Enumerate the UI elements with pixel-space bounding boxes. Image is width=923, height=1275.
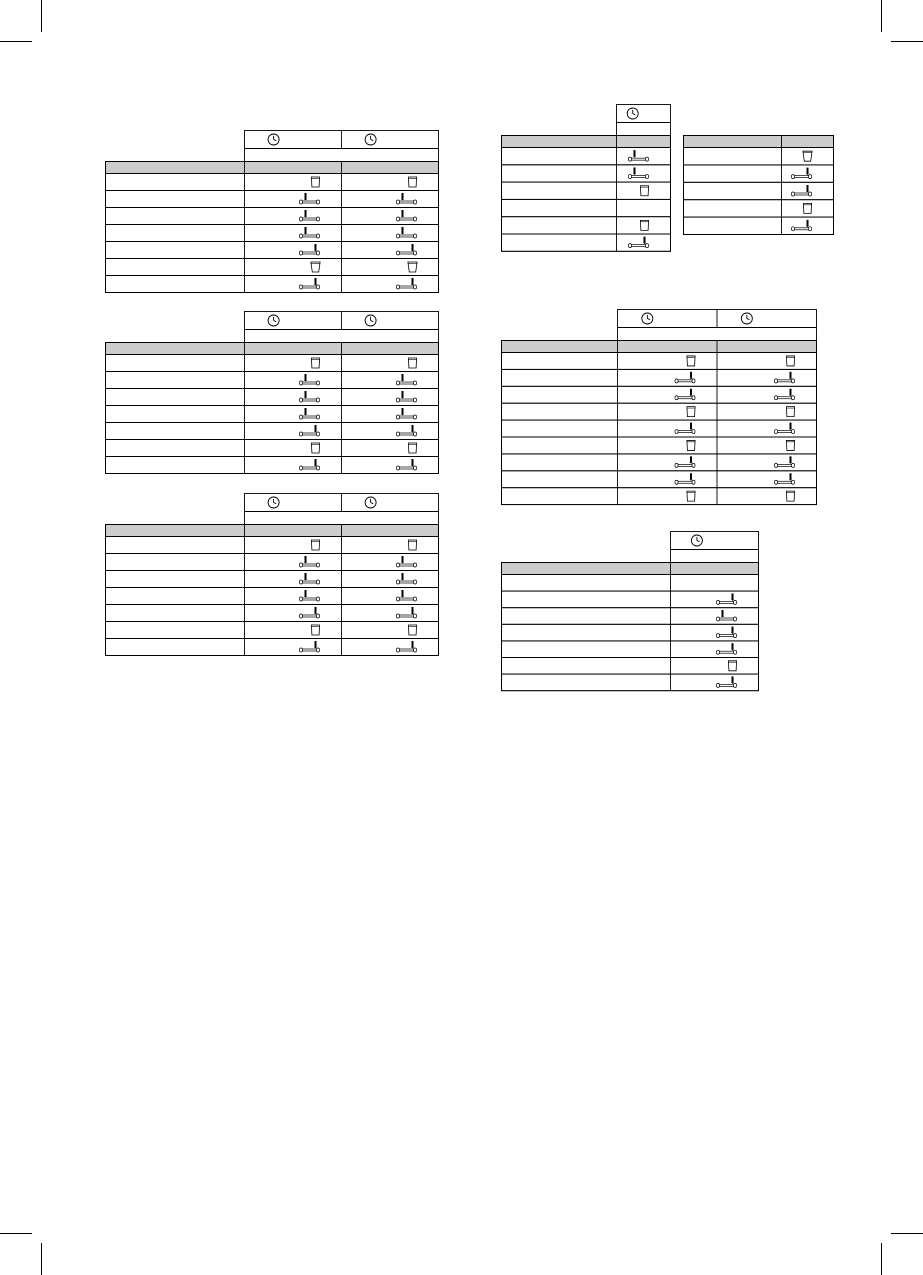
table-row [684,217,834,234]
cup-icon [408,262,417,272]
table-row [502,234,671,251]
cup-icon [408,540,416,550]
table-row [106,622,439,639]
table-row [106,191,439,208]
table-row [106,276,439,293]
cup-icon [687,440,695,450]
grind-selector-icon [397,374,417,385]
table-row [502,420,817,437]
grind-selector-icon [775,473,795,484]
table-row [106,242,439,259]
table-row [502,488,817,505]
crop-mark [891,41,923,42]
grind-selector-icon [717,593,737,604]
cup-icon [311,358,319,368]
crop-mark [881,1243,882,1275]
table-row [502,369,817,386]
table-row [502,182,671,199]
grind-selector-icon [300,459,320,470]
clock-icon [691,535,702,546]
table-row [106,639,439,656]
table-row [106,423,439,440]
settings-table-d [501,104,670,252]
column-header-row [106,525,439,537]
clock-icon [268,315,279,326]
clock-icon [741,313,752,324]
table-row [106,259,439,276]
table-row [106,174,439,191]
grind-selector-icon [300,641,320,652]
grind-selector-icon [775,372,795,383]
crop-mark [41,1243,42,1275]
grind-selector-icon [775,389,795,400]
grind-selector-icon [300,556,320,567]
table-row [502,217,671,234]
grind-selector-icon [675,456,695,467]
grind-selector-icon [397,590,417,601]
cup-icon [786,407,794,417]
table-row [502,165,671,182]
cup-icon [786,440,794,450]
grind-selector-icon [397,425,417,436]
cup-icon [408,443,416,453]
table-row [684,148,834,165]
table-row [502,591,759,608]
grind-selector-icon [629,150,649,161]
grind-selector-icon [397,556,417,567]
table-grid [105,311,439,474]
grind-selector-icon [397,607,417,618]
table-grid [105,130,439,293]
grind-selector-icon [675,389,695,400]
crop-mark [891,1233,923,1234]
crop-mark [41,0,42,32]
clock-icon [268,134,279,145]
cup-icon [640,220,648,230]
grind-selector-icon [717,627,737,638]
grind-selector-icon [300,374,320,385]
settings-table-e [683,135,833,235]
clock-icon [627,108,638,119]
crop-mark [0,1233,32,1234]
table-row [106,440,439,457]
grind-selector-icon [717,610,737,621]
grind-selector-icon [397,193,417,204]
table-row [106,554,439,571]
grind-selector-icon [397,227,417,238]
table-row [106,355,439,372]
grind-selector-icon [300,193,320,204]
cup-icon [786,356,794,366]
clock-icon [365,497,376,508]
table-row [502,454,817,471]
grind-selector-icon [300,391,320,402]
table-row [106,537,439,554]
table-row [106,605,439,622]
cup-icon [786,491,794,501]
table-grid [683,135,834,235]
settings-table-b [105,311,438,474]
grind-selector-icon [675,423,695,434]
cup-icon [687,491,695,501]
cup-icon [803,203,811,213]
clock-icon [365,315,376,326]
grind-selector-icon [300,227,320,238]
table-grid [501,309,817,506]
table-row [502,437,817,454]
cup-icon [687,407,695,417]
table-row [502,148,671,165]
grind-selector-icon [397,408,417,419]
grind-selector-icon [629,237,649,248]
grind-selector-icon [775,423,795,434]
grind-selector-icon [397,210,417,221]
table-row [106,457,439,474]
crop-mark [0,41,32,42]
cup-icon [311,262,320,272]
table-grid [105,493,439,656]
grind-selector-icon [300,244,320,255]
clock-icon [365,134,376,145]
grind-selector-icon [675,372,695,383]
table-row [502,575,759,592]
table-row [106,389,439,406]
settings-table-c [105,493,438,656]
settings-table-f [501,309,816,506]
grind-selector-icon [792,168,812,179]
column-header-row [106,343,439,355]
grind-selector-icon [397,244,417,255]
grind-selector-icon [717,643,737,654]
grind-selector-icon [397,573,417,584]
table-row [684,182,834,199]
header-box [671,532,759,563]
table-row [502,674,759,691]
settings-table-g [501,531,758,692]
cup-icon [803,151,812,161]
column-header-row [502,136,671,148]
table-row [502,608,759,625]
grind-selector-icon [397,459,417,470]
grind-selector-icon [397,391,417,402]
grind-selector-icon [792,185,812,196]
table-row [106,225,439,242]
cup-icon [728,661,736,671]
clock-icon [642,313,653,324]
crop-mark [881,0,882,32]
grind-selector-icon [717,676,737,687]
column-header-row [106,162,439,174]
cup-icon [640,186,648,196]
grind-selector-icon [775,456,795,467]
table-row [684,200,834,217]
grind-selector-icon [300,590,320,601]
grind-selector-icon [300,408,320,419]
cup-icon [408,625,416,635]
table-row [502,386,817,403]
table-row [502,624,759,641]
grind-selector-icon [397,641,417,652]
grind-selector-icon [675,473,695,484]
grind-selector-icon [300,607,320,618]
table-row [106,588,439,605]
grind-selector-icon [300,573,320,584]
table-grid [501,104,671,252]
cup-icon [687,356,695,366]
settings-table-a [105,130,438,293]
table-row [106,571,439,588]
grind-selector-icon [397,278,417,289]
table-row [502,658,759,675]
cup-icon [311,540,319,550]
table-row [502,353,817,370]
table-row [502,471,817,488]
table-row [106,208,439,225]
column-header-row [502,563,759,575]
table-row [106,406,439,423]
table-row [684,165,834,182]
cup-icon [408,358,416,368]
clock-icon [268,497,279,508]
cup-icon [311,177,319,187]
grind-selector-icon [629,167,649,178]
grind-selector-icon [792,220,812,231]
table-row [502,641,759,658]
cup-icon [311,625,319,635]
table-row [502,403,817,420]
table-row [502,199,671,216]
column-header-row [684,136,834,148]
column-header-row [502,341,817,353]
cup-icon [311,443,319,453]
grind-selector-icon [300,210,320,221]
header-box [617,105,671,136]
cup-icon [408,177,416,187]
table-row [106,372,439,389]
table-grid [501,531,759,692]
grind-selector-icon [300,278,320,289]
grind-selector-icon [300,425,320,436]
